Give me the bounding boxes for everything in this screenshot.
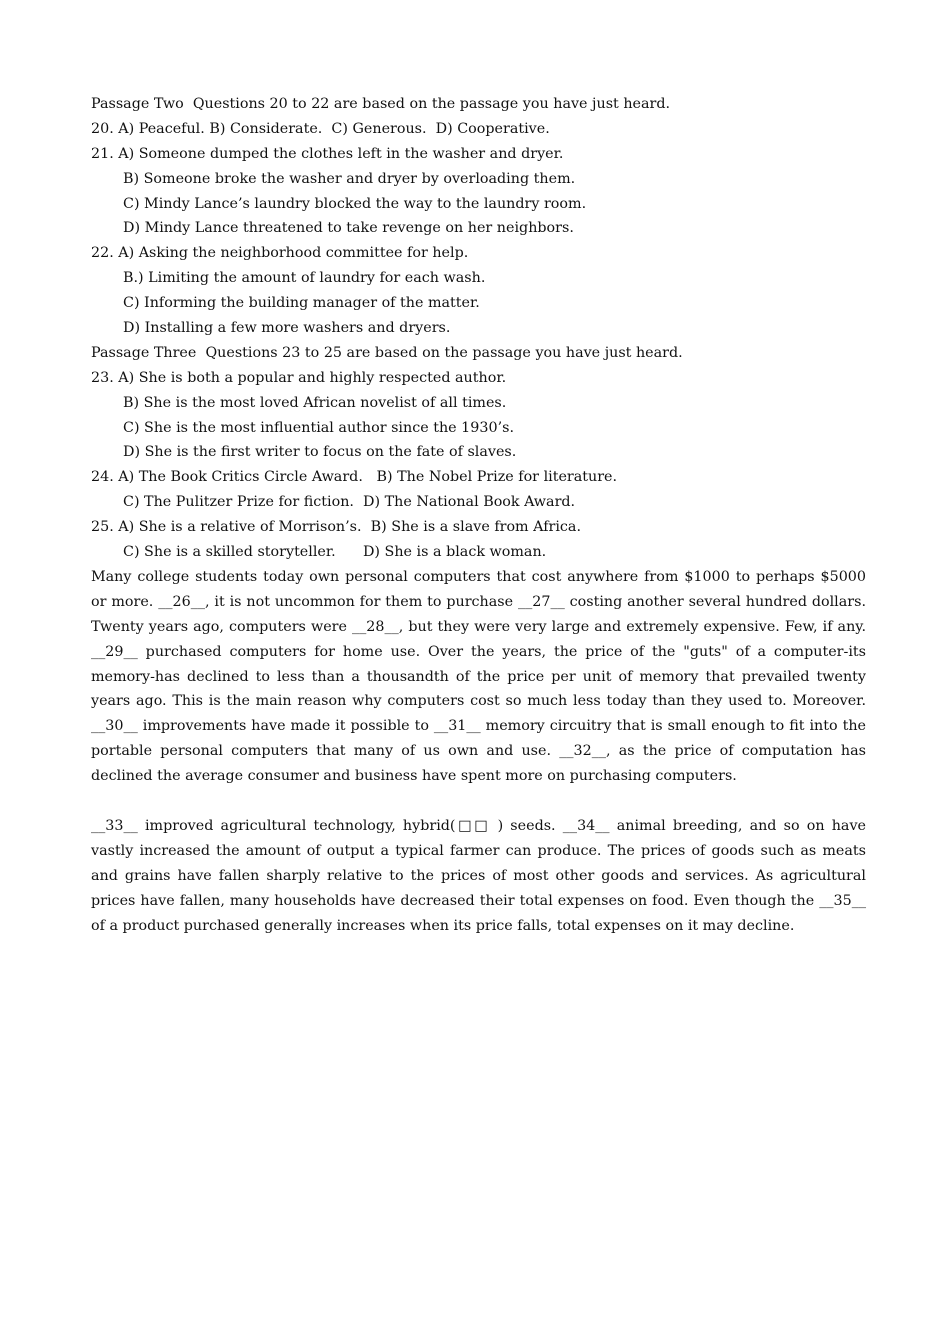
question-22-option-a: 22. A) Asking the neighborhood committee for help. xyxy=(91,245,469,262)
question-25-options-ab: 25. A) She is a relative of Morrison’s. B) She is a slave from Africa. xyxy=(91,519,582,536)
question-21-option-d: D) Mindy Lance threatened to take revenge on her neighbors. xyxy=(123,220,574,237)
question-20-options: 20. A) Peaceful. B) Considerate. C) Generous. D) Cooperative. xyxy=(91,120,550,137)
question-23-option-a: 23. A) She is both a popular and highly respected author. xyxy=(91,369,507,386)
question-24-options-cd: C) The Pulitzer Prize for fiction. D) The National Book Award. xyxy=(123,494,576,511)
question-23-option-d: D) She is the first writer to focus on the fate of slaves. xyxy=(123,444,517,461)
question-22-option-d: D) Installing a few more washers and dryers. xyxy=(123,320,451,337)
cloze-paragraph-1: Many college students today own personal computers that cost anywhere from $1000 to perhaps $5000 or more. __26__, it is not uncommon for them to purchase __27__ costing another several hundred dollars. Twenty years ago, computers were __28__, but they were very large and extremely expensive. Few, if any. __29__ purchased computers for home use. Over the years, the price of the "guts" of a computer-its memory-has declined to less than a thousandth of the price per unit of memory that prevailed twenty years ago. This is the main reason why computers cost so much less today than they used to. Moreover. __30__ improvements have made it possible to __31__ memory circuitry that is small enough to fit into the portable personal computers that many of us own and use. __32__, as the price of computation has declined the average consumer and business have spent more on purchasing computers. xyxy=(91,568,866,785)
question-24-options-ab: 24. A) The Book Critics Circle Award. B) The Nobel Prize for literature. xyxy=(91,469,618,486)
cloze-paragraph-2: __33__ improved agricultural technology, hybrid(□□ ) seeds. __34__ animal breeding, and so on have vastly increased the amount of output a typical farmer can produce. The prices of goods such as meats and grains have fallen sharply relative to the prices of most other goods and services. As agricultural prices have fallen, many households have decreased their total expenses on food. Even though the __35__ of a product purchased generally increases when its price falls, total expenses on it may decline. xyxy=(91,817,866,934)
passage-two-heading: Passage Two Questions 20 to 22 are based on the passage you have just heard. xyxy=(91,96,671,112)
question-21-option-c: C) Mindy Lance’s laundry blocked the way to the laundry room. xyxy=(123,195,587,212)
question-25-options-cd: C) She is a skilled storyteller. D) She is a black woman. xyxy=(123,544,547,561)
question-23-option-b: B) She is the most loved African novelist of all times. xyxy=(123,394,507,411)
document-page xyxy=(91,92,866,939)
question-23-option-c: C) She is the most influential author since the 1930’s. xyxy=(123,419,514,436)
paragraph-spacer xyxy=(91,789,866,814)
question-21-option-b: B) Someone broke the washer and dryer by overloading them. xyxy=(123,170,576,187)
question-22-option-b: B.) Limiting the amount of laundry for each wash. xyxy=(123,270,486,287)
passage-three-heading: Passage Three Questions 23 to 25 are based on the passage you have just heard. xyxy=(91,344,683,361)
question-22-option-c: C) Informing the building manager of the matter. xyxy=(123,295,480,312)
question-21-option-a: 21. A) Someone dumped the clothes left in the washer and dryer. xyxy=(91,145,564,162)
